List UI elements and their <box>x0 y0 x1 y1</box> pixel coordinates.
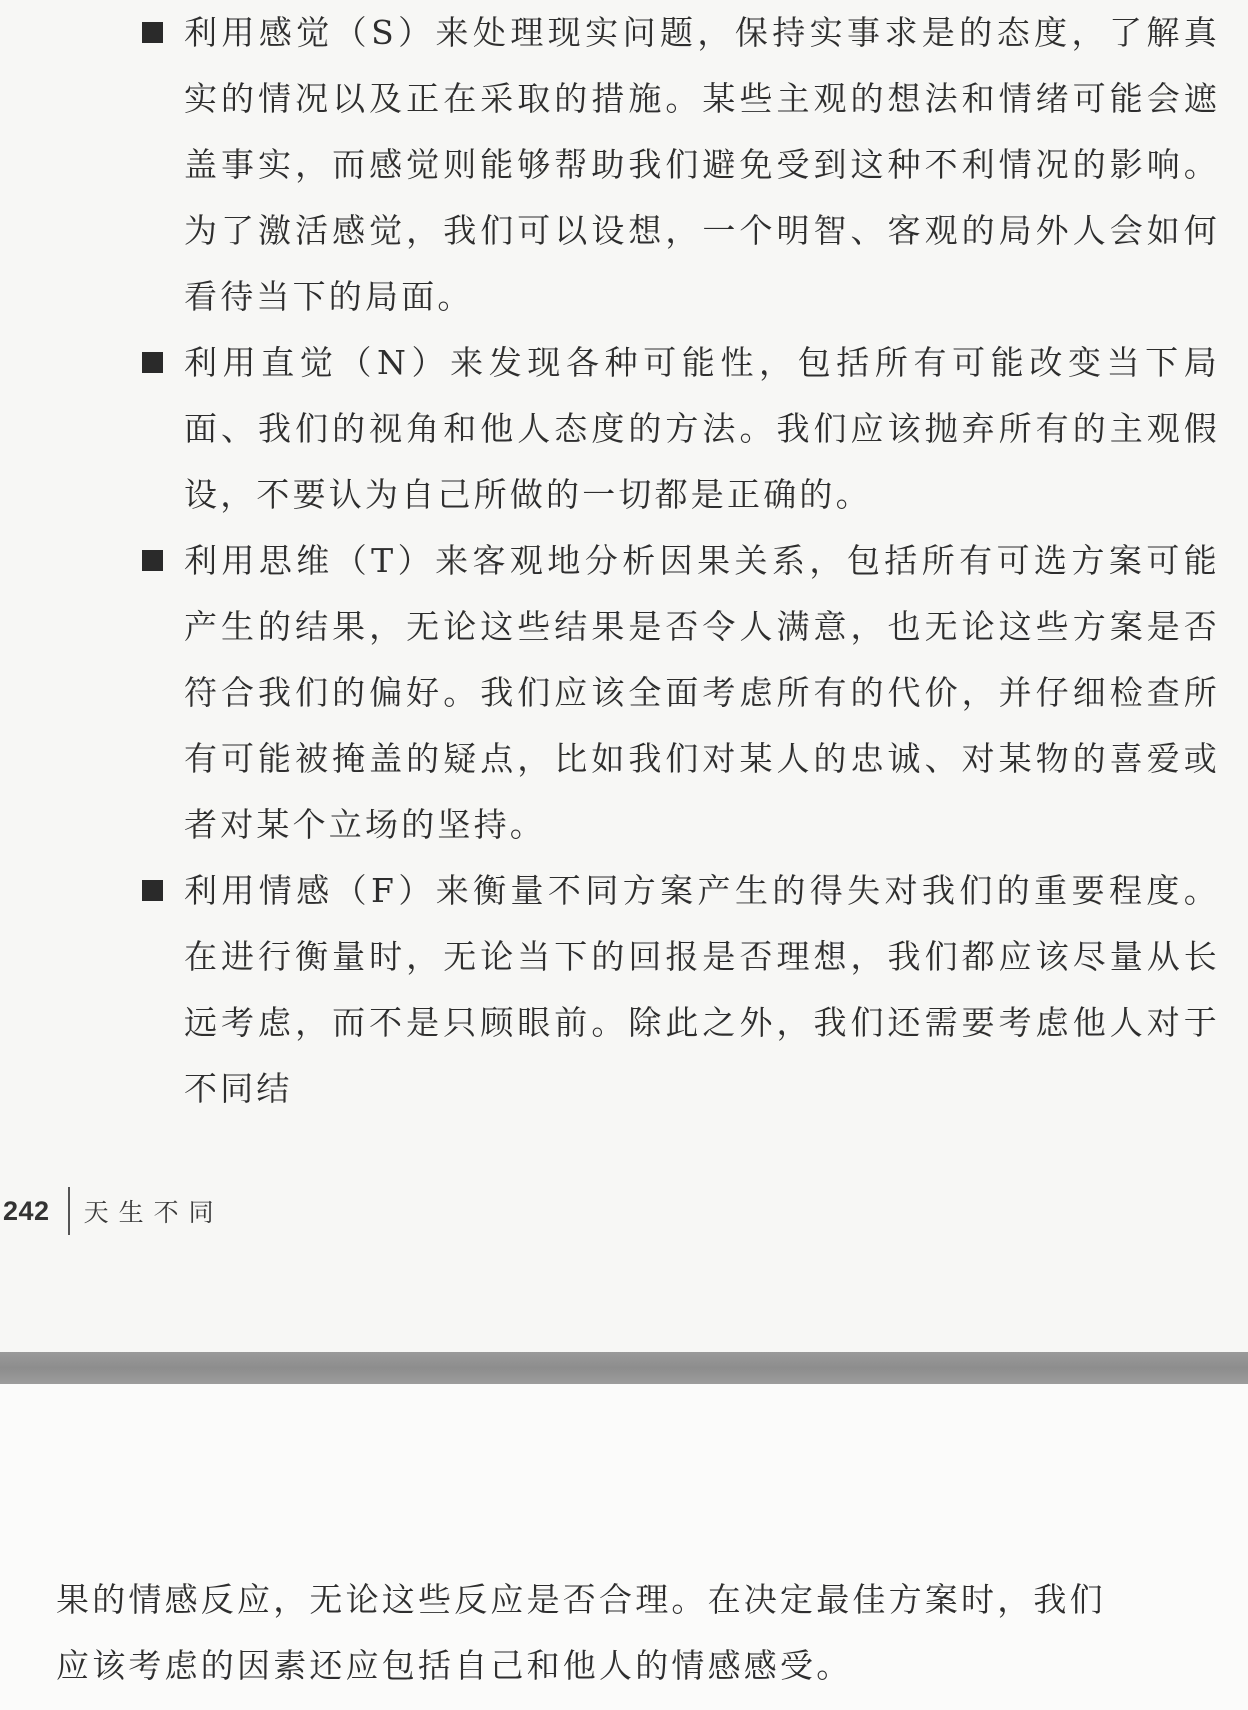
book-page-bottom <box>0 1384 1248 1710</box>
bullet-text: 利用情感（F）来衡量不同方案产生的得失对我们的重要程度。在进行衡量时，无论当下的回报是否理想，我们都应该尽量从长远考虑，而不是只顾眼前。除此之外，我们还需要考虑他人对于不同结 <box>184 871 1220 1108</box>
bullet-text: 利用感觉（S）来处理现实问题，保持实事求是的态度，了解真实的情况以及正在采取的措施。某些主观的想法和情绪可能会遮盖事实，而感觉则能够帮助我们避免受到这种不利情况的影响。为了激活感觉，我们可以设想，一个明智、客观的局外人会如何看待当下的局面。 <box>184 13 1220 316</box>
continued-paragraph <box>56 1567 1106 1699</box>
paragraph-line: 果的情感反应，无论这些反应是否合理。在决定最佳方案时，我们 <box>56 1580 1106 1619</box>
bullet-item-feeling <box>138 858 1220 1122</box>
book-title: 天生不同 <box>83 1198 224 1227</box>
bullet-item-intuition <box>138 330 1220 528</box>
page-number: 242 <box>3 1195 50 1226</box>
square-bullet-icon <box>142 22 163 43</box>
square-bullet-icon <box>142 550 163 571</box>
paragraph-line: 应该考虑的因素还应包括自己和他人的情感感受。 <box>56 1646 853 1685</box>
bullet-item-sensing <box>138 0 1220 330</box>
square-bullet-icon <box>142 880 163 901</box>
bullet-text: 利用思维（T）来客观地分析因果关系，包括所有可选方案可能产生的结果，无论这些结果是否令人满意，也无论这些方案是否符合我们的偏好。我们应该全面考虑所有的代价，并仔细检查所有可能被掩盖的疑点，比如我们对某人的忠诚、对某物的喜爱或者对某个立场的坚持。 <box>184 541 1220 844</box>
page-footer <box>0 1188 224 1234</box>
bullet-item-thinking <box>138 528 1220 858</box>
bullet-text: 利用直觉（N）来发现各种可能性，包括所有可能改变当下局面、我们的视角和他人态度的方法。我们应该抛弃所有的主观假设，不要认为自己所做的一切都是正确的。 <box>184 343 1220 514</box>
square-bullet-icon <box>142 352 163 373</box>
page-separator <box>0 1352 1248 1384</box>
bullet-list <box>138 0 1220 1122</box>
